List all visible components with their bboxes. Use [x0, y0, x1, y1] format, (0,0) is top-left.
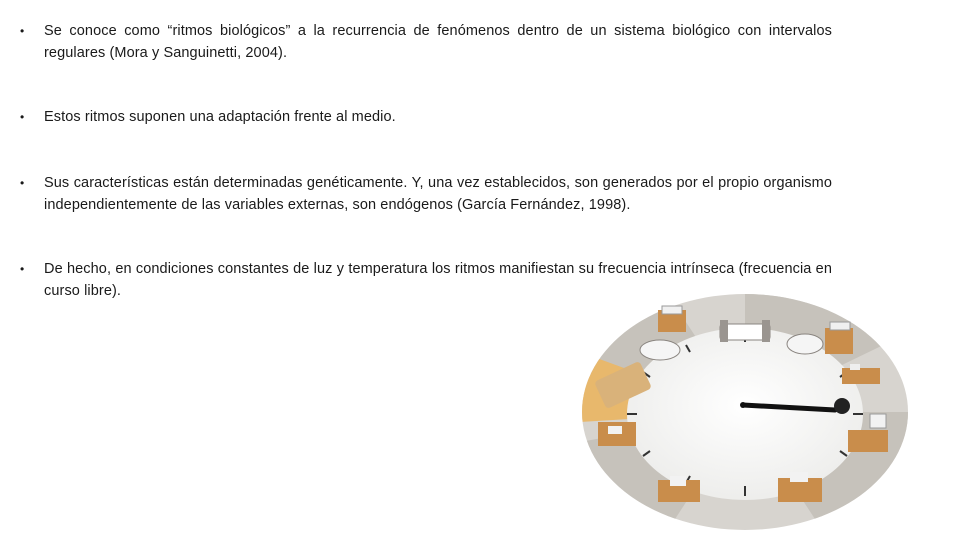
- bathtub-icon: [787, 334, 823, 354]
- bullet-item: [20, 106, 832, 128]
- bullet-text: De hecho, en condiciones constantes de luz y temperatura los ritmos manifiestan su frecuencia intrínseca (frecuencia en curso libre).: [44, 261, 832, 299]
- table-icon: [598, 422, 636, 446]
- bullet-text: Estos ritmos suponen una adaptación frente al medio.: [44, 109, 396, 125]
- bullet-item: [20, 20, 832, 64]
- bullet-symbol: •: [20, 176, 25, 190]
- clock-svg: [580, 292, 910, 542]
- bullet-symbol: •: [20, 262, 25, 276]
- bullet-item: [20, 172, 832, 216]
- clock-illustration: [580, 292, 910, 542]
- office-chair-icon: [834, 398, 850, 414]
- bullet-text: Se conoce como “ritmos biológicos” a la recurrencia de fenómenos dentro de un sistema biológico con intervalos regulares (Mora y Sanguinetti, 2004).: [44, 23, 832, 61]
- bathtub-icon: [640, 340, 680, 360]
- bullet-text: Sus características están determinadas genéticamente. Y, una vez establecidos, son generados por el propio organismo independientemente de las variables externas, son endógenos (García Fernández, 1998).: [44, 175, 832, 213]
- bullet-symbol: •: [20, 110, 25, 124]
- sink-icon: [658, 306, 686, 332]
- bullet-symbol: •: [20, 24, 25, 38]
